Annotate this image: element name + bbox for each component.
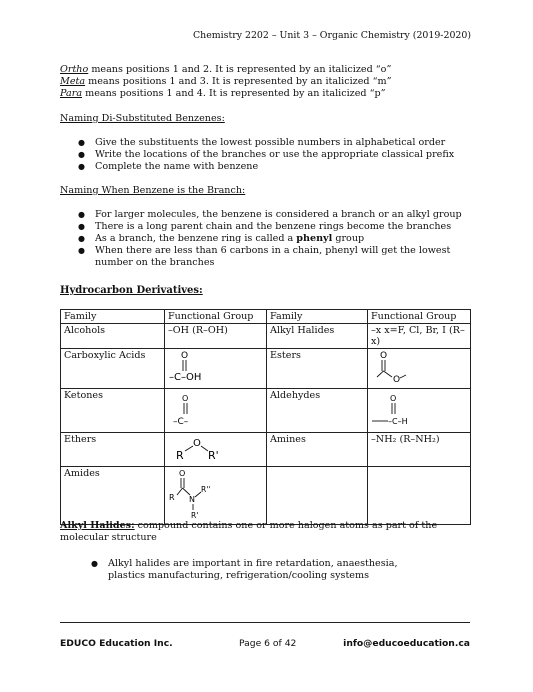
list-item: ● For larger molecules, the benzene is considered a branch or an alkyl group [78, 209, 473, 221]
ether-o-label: O [193, 438, 201, 449]
amide-o-label: O [179, 469, 186, 478]
branch-heading: Naming When Benzene is the Branch: [60, 185, 246, 196]
para-term: Para [60, 88, 83, 99]
ketone-structure-cell [165, 389, 267, 433]
ortho-term: Ortho [60, 64, 89, 75]
family-cell: Amines [267, 433, 368, 467]
carboxyl-structure-cell [165, 349, 267, 389]
carboxyl-oh-label: –C–OH [169, 372, 202, 383]
family-cell: Esters [267, 349, 368, 389]
list-item: ● Complete the name with benzene [78, 161, 478, 173]
alkyl-halides-text: compound contains one or more halogen atoms as part of the molecular structure [60, 520, 438, 543]
phenyl-post: group [332, 233, 365, 244]
amide-r2-label: R'' [201, 485, 211, 494]
meta-text: means positions 1 and 3. It is represented by an italicized “m” [85, 76, 392, 87]
para-text: means positions 1 and 4. It is represented by an italicized “p” [82, 88, 386, 99]
branch-list [78, 209, 473, 269]
group-cell: –NH₂ (R–NH₂) [368, 433, 471, 467]
alkyl-halides-term: Alkyl Halides: [60, 520, 135, 531]
group-cell: –OH (R–OH) [165, 324, 267, 349]
derivatives-heading: Hydrocarbon Derivatives: [60, 285, 203, 296]
family-cell: Ethers [61, 433, 165, 467]
position-definitions [60, 64, 392, 100]
meta-term: Meta [60, 76, 86, 87]
amide-r1-label: R' [191, 511, 199, 520]
column-header: Functional Group [165, 310, 267, 324]
ether-structure [165, 433, 265, 463]
family-cell [267, 467, 368, 525]
amide-structure-cell [165, 467, 267, 525]
page-header: Chemistry 2202 – Unit 3 – Organic Chemistry (2019-2020) [193, 30, 471, 41]
amide-n-label: N [189, 495, 195, 504]
column-header: Functional Group [368, 310, 471, 324]
carboxyl-o-label: O [181, 351, 189, 361]
amide-r-label: R [169, 493, 175, 502]
ortho-text: means positions 1 and 2. It is represented by an italicized “o” [88, 64, 392, 75]
footer-email: info@educoeducation.ca [343, 638, 470, 649]
ester-o-label: O [393, 375, 401, 385]
table-row [61, 433, 471, 467]
alkyl-halides-definition [60, 520, 470, 544]
ester-structure [368, 349, 468, 385]
group-cell: –x x=F, Cl, Br, I (R–x) [368, 324, 471, 349]
ether-r-label: R [176, 449, 184, 462]
aldehyde-structure-cell [368, 389, 471, 433]
ester-structure-cell [368, 349, 471, 389]
ketone-c-label: –C– [173, 417, 189, 427]
aldehyde-structure [368, 389, 468, 429]
list-item: ● Give the substituents the lowest possible numbers in alphabetical order [78, 137, 478, 149]
ortho-line [60, 64, 392, 76]
aldehyde-o-label: O [390, 394, 397, 403]
table-row [61, 389, 471, 433]
column-header: Family [61, 310, 165, 324]
footer-divider [60, 622, 470, 623]
ether-r2-label: R' [208, 449, 219, 462]
derivatives-table [60, 309, 471, 525]
ester-carbonyl-o: O [380, 351, 388, 361]
footer-company: EDUCO Education Inc. [60, 638, 173, 649]
family-cell: Ketones [61, 389, 165, 433]
family-cell: Amides [61, 467, 165, 525]
column-header: Family [267, 310, 368, 324]
family-cell: Aldehydes [267, 389, 368, 433]
family-cell: Alcohols [61, 324, 165, 349]
list-item: ● Alkyl halides are important in fire retardation, anaesthesia, plastics manufacturing, refrigeration/cooling systems [91, 558, 421, 582]
amide-structure [165, 467, 265, 521]
footer-page-number: Page 6 of 42 [239, 638, 297, 649]
meta-line [60, 76, 392, 88]
phenyl-pre: As a branch, the benzene ring is called a [95, 233, 297, 244]
table-header-row [61, 310, 471, 324]
aldehyde-ch-label: –C–H [388, 417, 408, 426]
table-row [61, 349, 471, 389]
list-item: ● There is a long parent chain and the benzene rings become the branches [78, 221, 473, 233]
family-cell: Alkyl Halides [267, 324, 368, 349]
table-row [61, 467, 471, 525]
family-cell: Carboxylic Acids [61, 349, 165, 389]
table-row [61, 324, 471, 349]
group-cell [368, 467, 471, 525]
carboxyl-structure [165, 349, 265, 385]
para-line [60, 88, 392, 100]
ether-structure-cell [165, 433, 267, 467]
ketone-structure [165, 389, 265, 429]
ketone-o-label: O [182, 394, 189, 403]
alkyl-list [91, 558, 421, 582]
phenyl-word: phenyl [296, 233, 333, 244]
list-item [78, 233, 473, 245]
disub-heading: Naming Di-Substituted Benzenes: [60, 113, 225, 124]
list-item: ● When there are less than 6 carbons in a chain, phenyl will get the lowest number on the branches [78, 245, 473, 269]
disub-list [78, 137, 478, 173]
list-item: ● Write the locations of the branches or use the appropriate classical prefix [78, 149, 478, 161]
